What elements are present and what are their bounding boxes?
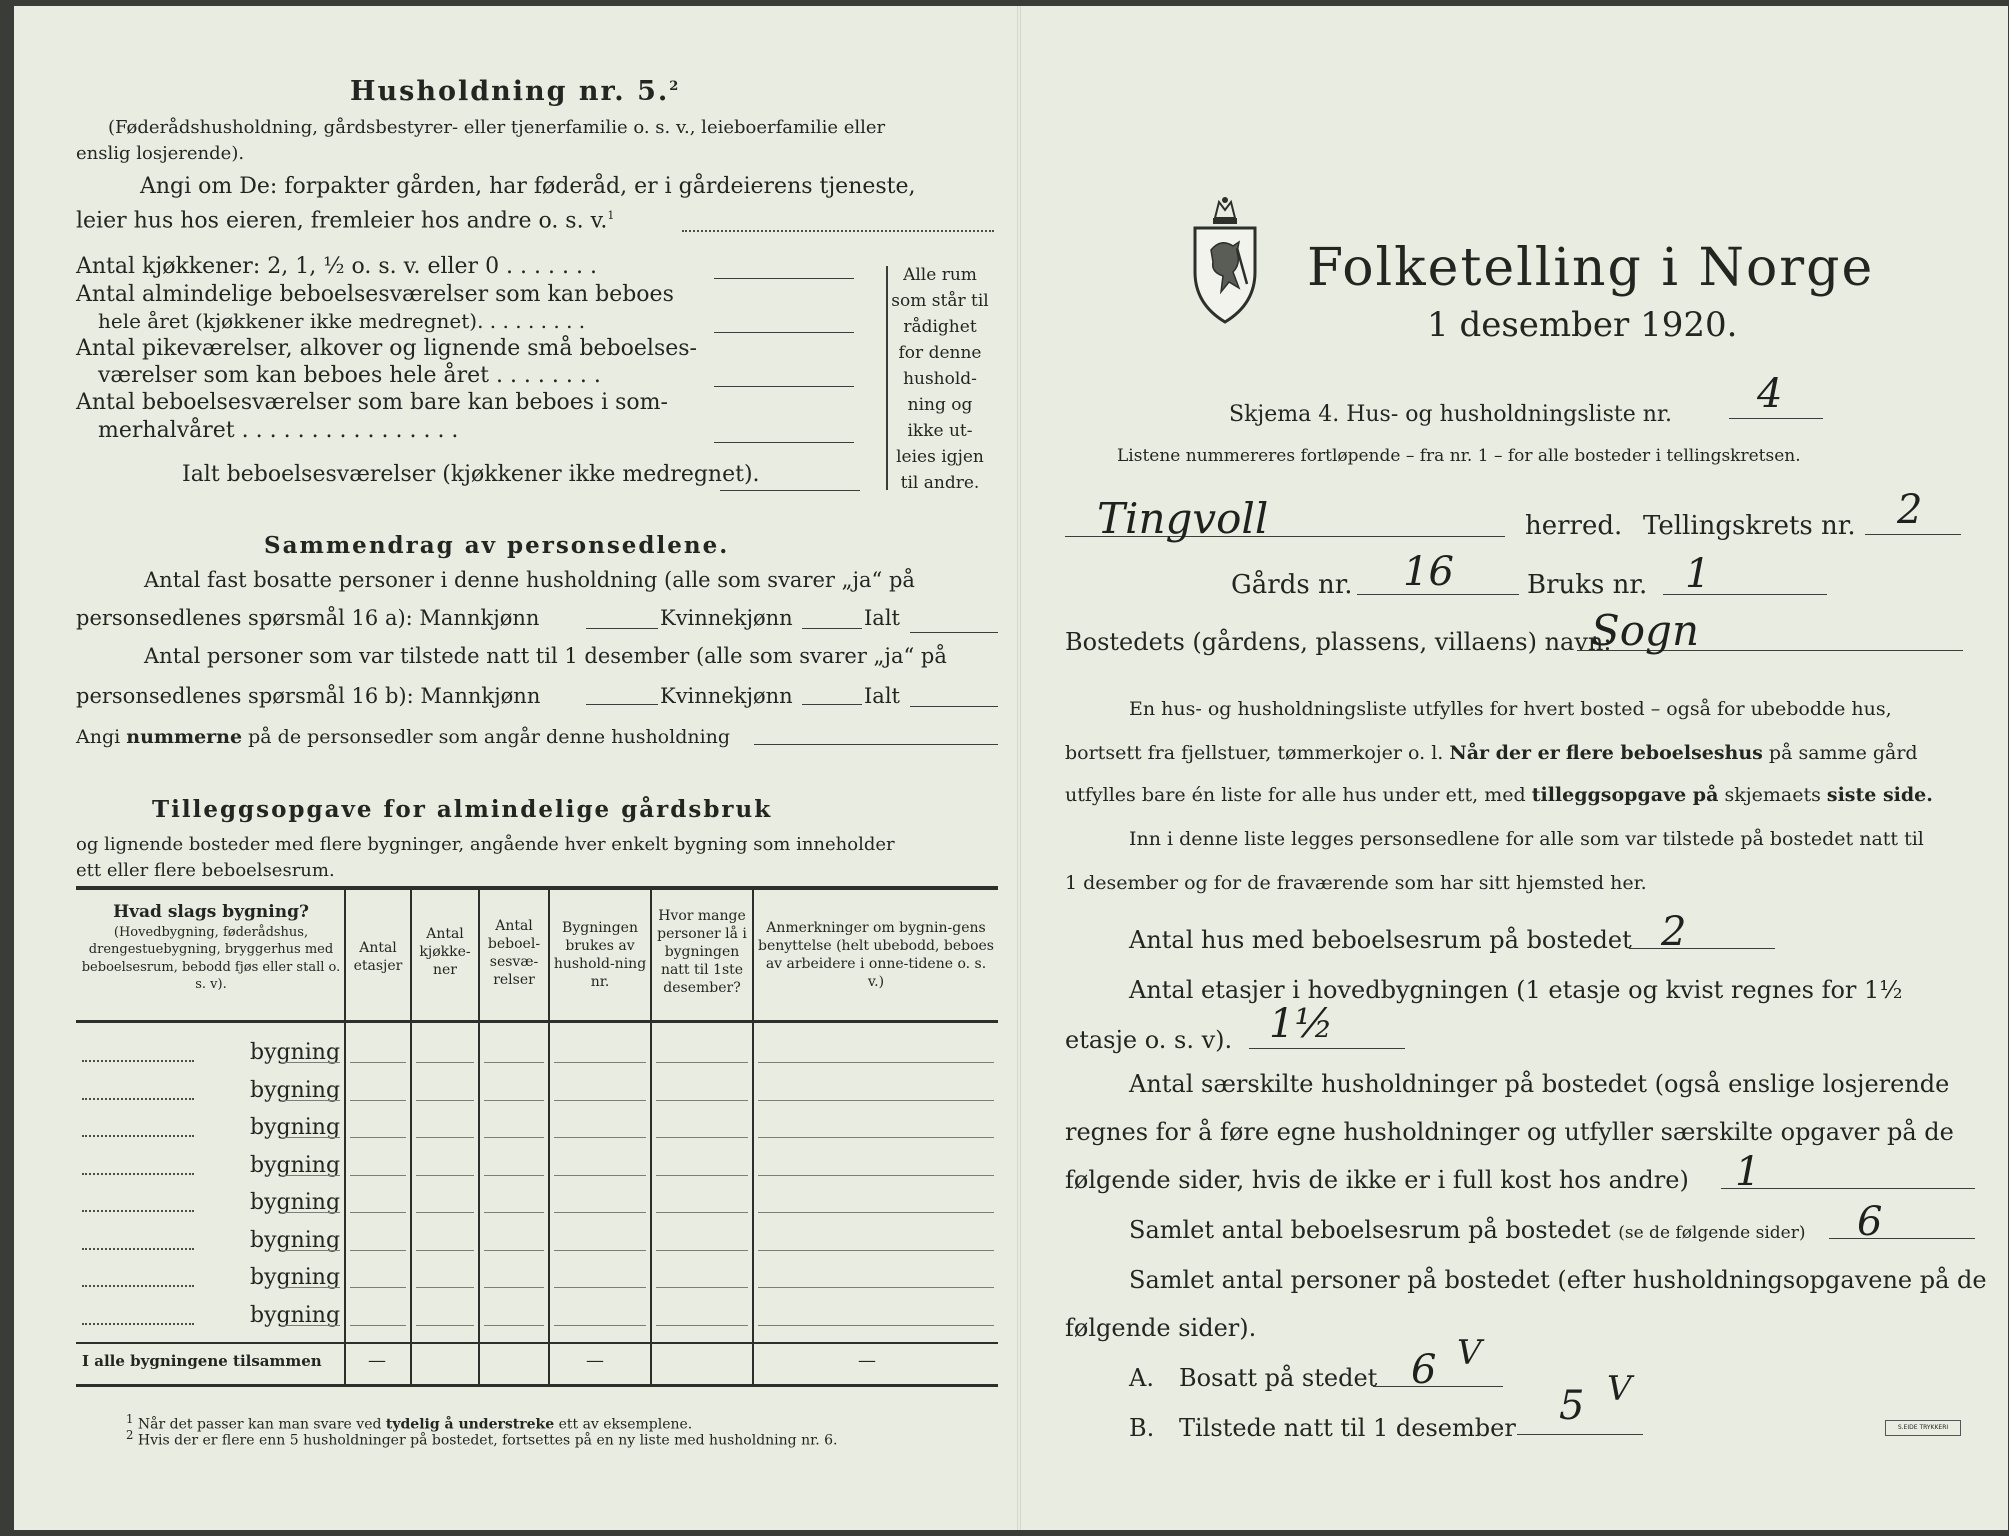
col-header-etasjer: Antal etasjer <box>353 940 403 974</box>
tillegg-line-1: og lignende bosteder med flere bygninger, angående hver enkelt bygning som inneholder <box>76 834 895 855</box>
samlet-rum-label: Samlet antal beboelsesrum på bostedet (se de følgende sider) <box>1129 1216 1806 1244</box>
row-fill-line <box>82 1285 194 1287</box>
table-cell-line <box>284 1175 340 1176</box>
table-cell-line <box>284 1137 340 1138</box>
answer-line-total <box>720 490 860 491</box>
para2-line2: 1 desember og for de fraværende som har sitt hjemsted her. <box>1065 872 1647 894</box>
tilstede-label: Tilstede natt til 1 desember <box>1179 1414 1516 1442</box>
listene-note: Listene nummereres fortløpende – fra nr. 1 – for alle bosteder i tellingskretsen. <box>1117 446 1801 466</box>
table-cell-line <box>758 1325 994 1326</box>
table-cell-line <box>554 1062 646 1063</box>
herred-label: herred. <box>1525 511 1623 541</box>
side-note-line: leies igjen <box>896 447 984 467</box>
rooms-ordinary: Antal almindelige beboelsesværelser som kan beboes <box>76 282 674 307</box>
answer-line-ordinary <box>714 332 854 333</box>
tillegg-line-2: ett eller flere beboelsesrum. <box>76 860 335 881</box>
rooms-summer: Antal beboelsesværelser som bare kan beboes i som- <box>76 390 668 415</box>
rooms-total-label: Ialt beboelsesværelser (kjøkkener ikke medregnet). <box>182 462 760 487</box>
para2-line1: Inn i denne liste legges personsedlene for alle som var tilstede på bostedet natt til <box>1129 828 1924 850</box>
rooms-summer-2: merhalvåret . . . . . . . . . . . . . . . . <box>98 418 459 443</box>
bruks-value: 1 <box>1685 551 1711 597</box>
tilstede-value: 5 <box>1559 1383 1585 1429</box>
table-cell-line <box>484 1250 544 1251</box>
table-cell-line <box>656 1175 748 1176</box>
table-cell-line <box>350 1325 406 1326</box>
gards-label: Gårds nr. <box>1231 570 1353 600</box>
table-cell-line <box>758 1100 994 1101</box>
angi-line-1: Angi om De: forpakter gården, har føderåd, er i gårdeierens tjeneste, <box>140 174 916 199</box>
row-label: bygning <box>250 1302 341 1328</box>
side-note-line: ning og <box>907 395 973 415</box>
answer-total-b <box>910 706 998 707</box>
table-cell-line <box>554 1212 646 1213</box>
table-cell-line <box>416 1062 474 1063</box>
bosatt-value: 6 <box>1411 1347 1437 1393</box>
table-cell-line <box>350 1212 406 1213</box>
row-fill-line <box>82 1060 194 1062</box>
table-cell-line <box>554 1287 646 1288</box>
check-mark: V <box>1457 1333 1482 1373</box>
husholdninger-line1: Antal særskilte husholdninger på bostedet (også enslige losjerende <box>1129 1070 1950 1098</box>
samlet-pers-line1: Samlet antal personer på bostedet (efter husholdningsopgavene på de <box>1129 1266 1987 1294</box>
table-cell-line <box>758 1212 994 1213</box>
row-label: bygning <box>250 1265 341 1290</box>
row-fill-line <box>82 1323 194 1325</box>
col-header-building: Hvad slags bygning? (Hovedbygning, føderådshus, drengestuebygning, bryggerhus med beboelsesrum, bebodd fjøs eller stall o. s. v). <box>81 902 341 993</box>
row-fill-line <box>82 1248 194 1250</box>
census-sheet <box>14 6 2008 1530</box>
para1-line1: En hus- og husholdningsliste utfylles for hvert bosted – også for ubebodde hus, <box>1129 698 1892 720</box>
bosatt-label: Bosatt på stedet <box>1179 1364 1378 1392</box>
table-cell-line <box>484 1325 544 1326</box>
summary-line-1: Antal fast bosatte personer i denne husholdning (alle som svarer „ja“ på <box>144 568 915 592</box>
table-cell-line <box>554 1175 646 1176</box>
answer-line-summer <box>714 442 854 443</box>
intro-note-2: enslig losjerende). <box>76 143 245 164</box>
col-rule <box>650 890 652 1384</box>
husholdninger-line2: regnes for å føre egne husholdninger og utfyller særskilte opgaver på de <box>1065 1118 1954 1146</box>
para1-line2: bortsett fra fjellstuer, tømmerkojer o. l. Når der er flere beboelseshus på samme gård <box>1065 742 1918 764</box>
row-fill-line <box>82 1135 194 1137</box>
summary-women-a: Kvinnekjønn <box>660 606 793 630</box>
table-cell-line <box>554 1325 646 1326</box>
answer-line-maid <box>714 386 854 387</box>
footnote-2: $^2$ Hvis der er flere enn 5 husholdninger på bostedet, fortsettes på en ny liste med husholdning nr. 6. <box>126 1428 838 1449</box>
answer-total-a <box>910 632 998 633</box>
table-cell-line <box>416 1212 474 1213</box>
herred-value: Tingvoll <box>1097 494 1269 543</box>
husholdninger-line3: følgende sider, hvis de ikke er i full kost hos andre) <box>1065 1166 1689 1194</box>
rooms-maid-2: værelser som kan beboes hele året . . . . . . . . <box>98 363 601 388</box>
summary-total-b: Ialt <box>864 684 900 708</box>
row-label: bygning <box>250 1227 341 1253</box>
answer-women-a <box>802 628 862 629</box>
intro-note-1: (Føderådshusholdning, gårdsbestyrer- eller tjenerfamilie o. s. v., leieboerfamilie eller <box>108 117 886 138</box>
angi-answer-line <box>682 230 994 232</box>
side-note <box>884 262 996 496</box>
krets-value: 2 <box>1897 487 1923 533</box>
table-cell-line <box>350 1062 406 1063</box>
table-cell-line <box>656 1250 748 1251</box>
husholdninger-value: 1 <box>1735 1149 1761 1195</box>
table-cell-line <box>656 1212 748 1213</box>
table-cell-line <box>416 1100 474 1101</box>
table-cell-line <box>758 1250 994 1251</box>
angi-line-2: leier hus hos eieren, fremleier hos andre o. s. v.$^1$ <box>76 208 615 234</box>
check-mark: V <box>1607 1369 1632 1409</box>
table-header-rule <box>76 1020 998 1023</box>
hus-value: 2 <box>1661 909 1687 955</box>
bosatt-line <box>1373 1386 1503 1387</box>
skjema-value: 4 <box>1757 371 1783 417</box>
tilstede-line <box>1517 1434 1643 1435</box>
bruks-label: Bruks nr. <box>1527 570 1648 600</box>
table-cell-line <box>554 1137 646 1138</box>
angi-nummer: Angi nummerne på de personsedler som angår denne husholdning <box>76 726 731 748</box>
table-cell-line <box>284 1100 340 1101</box>
skjema-line <box>1729 418 1823 419</box>
printer-stamp: S.EIDE TRYKKERI <box>1885 1420 1961 1436</box>
etasjer-value: 1½ <box>1269 1001 1334 1047</box>
row-label: bygning <box>250 1190 341 1215</box>
right-page <box>1017 6 2008 1530</box>
row-label: bygning <box>250 1040 341 1065</box>
table-cell-line <box>416 1137 474 1138</box>
summary-women-b: Kvinnekjønn <box>660 684 793 708</box>
col-header-anmerkninger: Anmerkninger om bygnin-gens benyttelse (helt ubebodd, beboes av arbeidere i onne-tidene o. s. v.) <box>757 920 994 990</box>
table-cell-line <box>350 1250 406 1251</box>
table-cell-line <box>656 1062 748 1063</box>
table-cell-line <box>758 1062 994 1063</box>
row-fill-line <box>82 1210 194 1212</box>
table-cell-line <box>350 1287 406 1288</box>
summary-line-2: personsedlenes spørsmål 16 a): Mannkjønn <box>76 606 540 630</box>
table-cell-line <box>350 1175 406 1176</box>
samlet-pers-line2: følgende sider). <box>1065 1314 1257 1342</box>
left-page <box>14 6 1017 1530</box>
table-cell-line <box>284 1287 340 1288</box>
para1-line3: utfylles bare én liste for alle hus under ett, med tilleggsopgave på skjemaets siste side. <box>1065 784 1933 806</box>
hus-line <box>1629 948 1775 949</box>
table-cell-line <box>350 1100 406 1101</box>
table-bottom-rule <box>76 1384 998 1387</box>
table-cell-line <box>656 1287 748 1288</box>
table-cell-line <box>554 1250 646 1251</box>
table-cell-line <box>758 1137 994 1138</box>
row-label: bygning <box>250 1077 341 1103</box>
table-cell-line <box>416 1250 474 1251</box>
side-note-line: hushold- <box>903 369 977 389</box>
rooms-kitchen: Antal kjøkkener: 2, 1, ½ o. s. v. eller 0 . . . . . . . <box>76 254 597 279</box>
side-note-line: til andre. <box>900 473 980 493</box>
answer-men-a <box>586 628 658 629</box>
total-dash: — <box>858 1350 876 1371</box>
table-cell-line <box>284 1325 340 1326</box>
summary-total-a: Ialt <box>864 606 900 630</box>
krets-line <box>1865 534 1961 535</box>
row-label: bygning <box>250 1152 341 1178</box>
table-cell-line <box>284 1250 340 1251</box>
tillegg-title: Tilleggsopgave for almindelige gårdsbruk <box>152 796 773 823</box>
table-cell-line <box>554 1100 646 1101</box>
table-cell-line <box>416 1175 474 1176</box>
bosted-label: Bostedets (gårdens, plassens, villaens) navn: <box>1065 628 1612 656</box>
table-cell-line <box>350 1137 406 1138</box>
col-rule <box>752 890 754 1384</box>
skjema-label: Skjema 4. Hus- og husholdningsliste nr. <box>1229 402 1672 427</box>
answer-line-kitchen <box>714 278 854 279</box>
row-label: bygning <box>250 1115 341 1140</box>
footnote-1: $^1$ Når det passer kan man svare ved tydelig å understreke ett av eksemplene. <box>126 1412 693 1433</box>
side-note-line: rådighet <box>903 317 977 337</box>
table-cell-line <box>656 1325 748 1326</box>
krets-label: Tellingskrets nr. <box>1643 511 1856 541</box>
rooms-maid: Antal pikeværelser, alkover og lignende små beboelses- <box>76 336 697 361</box>
rooms-ordinary-2: hele året (kjøkkener ikke medregnet). . . . . . . . . <box>98 309 586 333</box>
side-note-line: for denne <box>898 343 982 363</box>
table-total-rule <box>76 1342 998 1344</box>
col-header-vaerelser: Antal beboel-sesvæ-relser <box>487 918 541 988</box>
table-cell-line <box>484 1062 544 1063</box>
side-note-line: Alle rum <box>903 265 977 285</box>
total-row-label: I alle bygningene tilsammen <box>82 1352 322 1370</box>
col-rule <box>548 890 550 1384</box>
answer-nummer <box>754 744 998 745</box>
etasjer-line2: etasje o. s. v). <box>1065 1026 1233 1054</box>
bosatt-letter: A. <box>1129 1364 1154 1392</box>
col-rule <box>478 890 480 1384</box>
table-cell-line <box>758 1287 994 1288</box>
table-top-rule <box>76 886 998 890</box>
table-cell-line <box>284 1062 340 1063</box>
census-date: 1 desember 1920. <box>1427 305 1738 345</box>
row-fill-line <box>82 1173 194 1175</box>
household-title: Husholdning nr. 5.$^2$ <box>350 76 681 107</box>
summary-line-3: Antal personer som var tilstede natt til 1 desember (alle som svarer „ja“ på <box>144 644 947 668</box>
total-dash: — <box>368 1350 386 1371</box>
bosted-value: Sogn <box>1591 606 1699 655</box>
answer-women-b <box>802 704 862 705</box>
col-rule <box>410 890 412 1384</box>
summary-line-4: personsedlenes spørsmål 16 b): Mannkjønn <box>76 684 541 708</box>
side-note-line: ikke ut- <box>907 421 973 441</box>
col-header-personer: Hvor mange personer lå i bygningen natt til 1ste desember? <box>657 908 747 996</box>
table-cell-line <box>656 1137 748 1138</box>
table-cell-line <box>416 1325 474 1326</box>
table-cell-line <box>484 1137 544 1138</box>
table-cell-line <box>484 1175 544 1176</box>
table-cell-line <box>484 1287 544 1288</box>
table-cell-line <box>758 1175 994 1176</box>
table-cell-line <box>656 1100 748 1101</box>
total-dash: — <box>586 1350 604 1371</box>
etasjer-line1: Antal etasjer i hovedbygningen (1 etasje og kvist regnes for 1½ <box>1129 976 1903 1004</box>
table-cell-line <box>484 1212 544 1213</box>
main-title: Folketelling i Norge <box>1307 238 1875 298</box>
row-fill-line <box>82 1098 194 1100</box>
col-header-kjokken: Antal kjøkke-ner <box>419 926 471 978</box>
etasjer-answer-line <box>1249 1048 1405 1049</box>
coat-of-arms-icon <box>1189 192 1261 326</box>
col-rule <box>344 890 346 1384</box>
col-header-husholdning: Bygningen brukes av hushold-ning nr. <box>553 920 647 990</box>
side-note-line: som står til <box>891 291 989 311</box>
answer-men-b <box>586 704 658 705</box>
summary-title: Sammendrag av personsedlene. <box>264 532 730 559</box>
gards-value: 16 <box>1403 549 1454 595</box>
table-cell-line <box>416 1287 474 1288</box>
table-cell-line <box>484 1100 544 1101</box>
table-cell-line <box>284 1212 340 1213</box>
samlet-rum-line <box>1829 1238 1975 1239</box>
hus-label: Antal hus med beboelsesrum på bostedet <box>1129 926 1632 954</box>
samlet-rum-value: 6 <box>1857 1199 1883 1245</box>
tilstede-letter: B. <box>1129 1414 1155 1442</box>
